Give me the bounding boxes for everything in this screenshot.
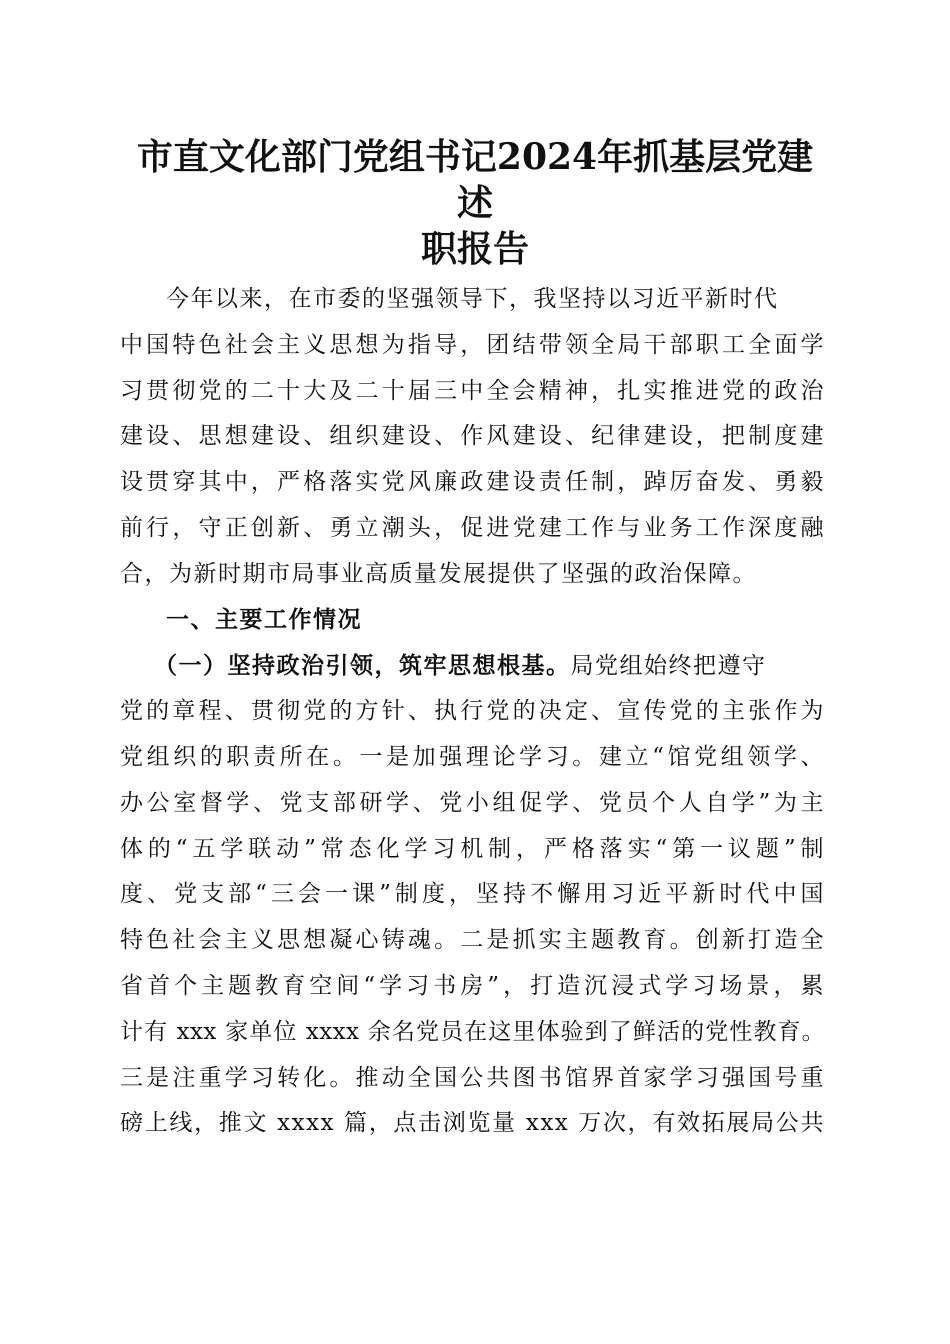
section-heading: 一、主要工作情况 bbox=[166, 606, 362, 633]
intro-line-6: 前行，守正创新、勇立潮头，促进党建工作与业务工作深度融 bbox=[120, 514, 825, 541]
title-line-2: 职报告 bbox=[420, 228, 529, 270]
intro-line-5: 设贯穿其中，严格落实党风廉政建设责任制，踔厉奋发、勇毅 bbox=[120, 469, 825, 496]
subsection-line-2: 党组织的职责所在。一是加强理论学习。建立“馆党组领学、 bbox=[120, 743, 825, 770]
subsection-first-line bbox=[120, 643, 825, 689]
title-line-1: 市直文化部门党组书记2024年抓基层党建述 bbox=[136, 136, 814, 224]
subsection-line-3: 办公室督学、党支部研学、党小组促学、党员个人自学”为主 bbox=[120, 789, 825, 816]
subsection-line-10: 磅上线，推文 xxxx 篇，点击浏览量 xxx 万次，有效拓展局公共 bbox=[120, 1110, 825, 1137]
subsection-line-8: 计有 xxx 家单位 xxxx 余名党员在这里体验到了鲜活的党性教育。 bbox=[120, 1018, 825, 1045]
subsection-line-6: 特色社会主义思想凝心铸魂。二是抓实主题教育。创新打造全 bbox=[120, 927, 825, 954]
intro-line-4: 建设、思想建设、组织建设、作风建设、纪律建设，把制度建 bbox=[120, 423, 825, 450]
subsection-line-1: 党的章程、贯彻党的方针、执行党的决定、宣传党的主张作为 bbox=[120, 698, 825, 725]
intro-line-7: 合，为新时期市局事业高质量发展提供了坚强的政治保障。 bbox=[120, 560, 757, 587]
subsection-line-7: 省首个主题教育空间“学习书房”，打造沉浸式学习场景，累 bbox=[120, 972, 825, 999]
intro-line-3: 习贯彻党的二十大及二十届三中全会精神，扎实推进党的政治 bbox=[120, 377, 825, 404]
subsection-line-9: 三是注重学习转化。推动全国公共图书馆界首家学习强国号重 bbox=[120, 1064, 825, 1091]
subsection-first-line-rest: 局党组始终把遵守 bbox=[570, 653, 767, 680]
subsection-title: （一）坚持政治引领，筑牢思想根基。 bbox=[154, 652, 571, 680]
document-title bbox=[120, 134, 830, 272]
subsection-line-5: 度、党支部“三会一课”制度，坚持不懈用习近平新时代中国 bbox=[120, 881, 825, 908]
document-body bbox=[120, 277, 825, 1147]
subsection-line-4: 体的“五学联动”常态化学习机制，严格落实“第一议题”制 bbox=[120, 835, 825, 862]
intro-line-1: 今年以来，在市委的坚强领导下，我坚持以习近平新时代 bbox=[166, 286, 779, 312]
intro-line-2: 中国特色社会主义思想为指导，团结带领全局干部职工全面学 bbox=[120, 331, 825, 358]
